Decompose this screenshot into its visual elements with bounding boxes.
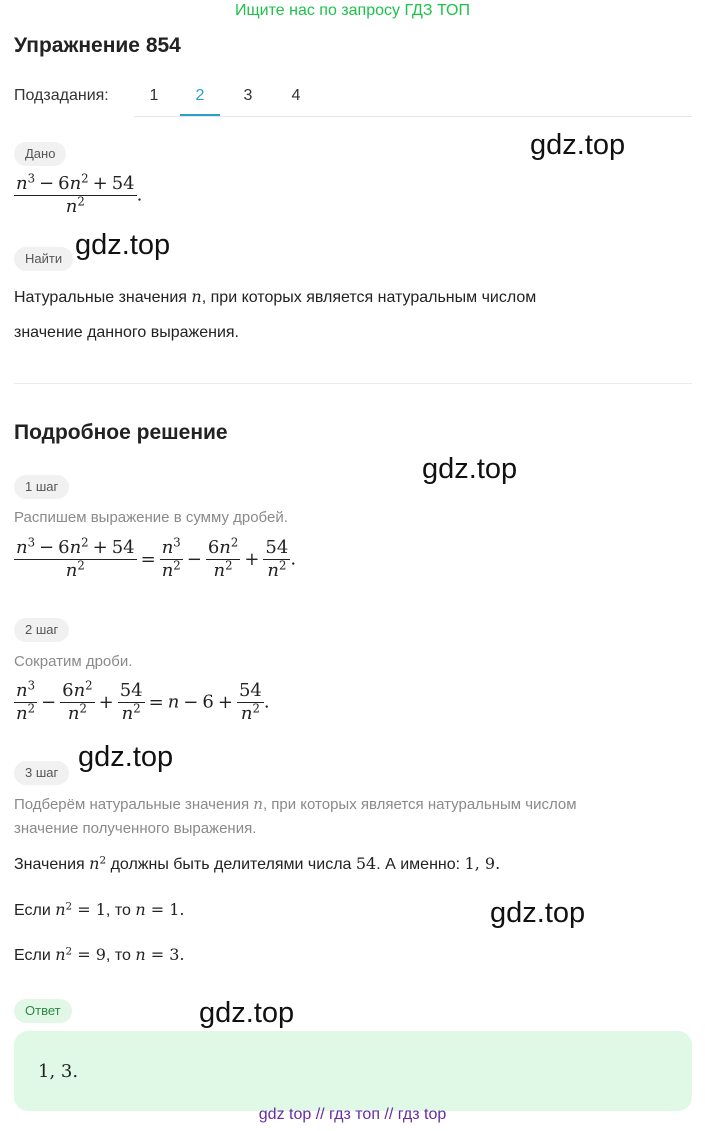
step-1-badge: 1 шаг — [14, 475, 69, 499]
given-formula: $\frac{n^3 - 6n^2 + 54}{n^2}$ . — [16, 171, 143, 217]
step-3-case-1: Если $n^2 = 1$, то n = 1. — [14, 900, 185, 919]
find-text: Натуральные значения n, при которых является натуральным числом — [14, 287, 537, 306]
watermark: gdz.top — [75, 229, 171, 261]
step-1-formula: $\frac{n^3 - 6n^2 + 54}{n^2}$ = $\frac{n^3}{n^2}$ − $\frac{6n^2}{n^2}$ + $\frac{54}{n^2}$ . — [16, 535, 297, 581]
step-2-description: Сократим дроби. — [14, 653, 133, 670]
footer-links: gdz top // гдз топ // гдз top — [258, 1106, 447, 1123]
top-banner: Ищите нас по запросу ГДЗ ТОП — [235, 2, 470, 19]
step-1-description: Распишем выражение в сумму дробей. — [14, 509, 288, 526]
find-badge: Найти — [14, 247, 73, 271]
step-2-formula: $\frac{n^3}{n^2}$ − $\frac{6n^2}{n^2}$ + $\frac{54}{n^2}$ = n − 6 + $\frac{54}{n^2}$ . — [16, 678, 270, 724]
subtasks-label: Подзадания: — [14, 87, 109, 104]
find-text-line2: значение данного выражения. — [14, 324, 239, 341]
watermark: gdz.top — [490, 897, 586, 929]
step-3-description-line2: значение полученного выражения. — [14, 820, 257, 837]
given-badge: Дано — [14, 142, 66, 166]
tab-subtask-1[interactable]: 1 — [149, 87, 159, 104]
tab-subtask-3[interactable]: 3 — [243, 87, 253, 104]
step-3-badge: 3 шаг — [14, 761, 69, 785]
step-3-description: Подберём натуральные значения n, при которых является натуральным числом — [14, 795, 577, 813]
answer-box — [14, 1031, 692, 1111]
page-title: Упражнение 854 — [14, 34, 181, 57]
answer-badge: Ответ — [14, 999, 72, 1023]
section-divider — [14, 383, 692, 384]
watermark: gdz.top — [78, 741, 174, 773]
watermark: gdz.top — [199, 997, 295, 1029]
watermark: gdz.top — [422, 453, 518, 485]
step-3-case-2: Если $n^2 = 9$, то n = 3. — [14, 945, 185, 964]
solution-title: Подробное решение — [14, 421, 228, 444]
step-3-divisors-line: Значения $n^2$ должны быть делителями числа 54. А именно: 1, 9. — [14, 854, 501, 873]
watermark: gdz.top — [530, 129, 626, 161]
step-2-badge: 2 шаг — [14, 618, 69, 642]
answer-value: 1, 3. — [38, 1061, 79, 1082]
subtask-tabs — [134, 80, 692, 117]
tab-subtask-2[interactable]: 2 — [180, 80, 220, 116]
tab-subtask-4[interactable]: 4 — [291, 87, 301, 104]
